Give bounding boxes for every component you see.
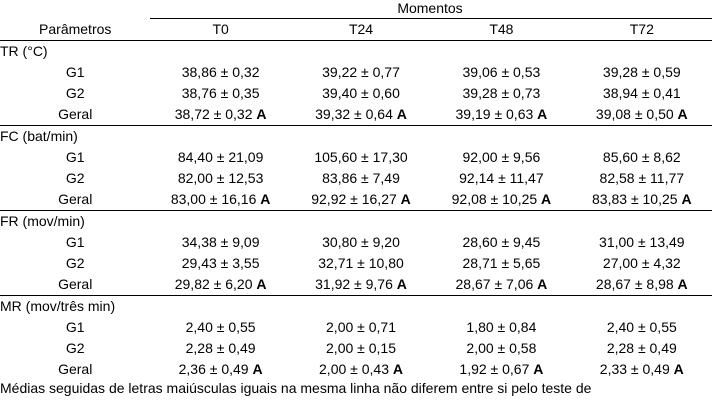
- section-title-row: [0, 41, 712, 63]
- empty-cell: [150, 211, 290, 233]
- value-cell: [572, 83, 712, 104]
- value-cell: [291, 62, 431, 83]
- value-cell: [150, 253, 290, 274]
- mean-sd-value: 2,28 ± 0,49: [606, 340, 677, 356]
- value-cell: [431, 104, 571, 126]
- value-cell: [291, 232, 431, 253]
- mean-sd-value: 83,83 ± 10,25: [592, 191, 678, 207]
- empty-cell: [572, 296, 712, 318]
- table-footnote: Médias seguidas de letras maiúsculas iguais na mesma linha não diferem entre si pelo teste de: [0, 380, 592, 396]
- significance-letter: A: [677, 276, 688, 292]
- significance-letter: A: [673, 361, 684, 377]
- mean-sd-value: 28,67 ± 7,06: [455, 276, 534, 292]
- value-cell: [572, 62, 712, 83]
- significance-letter: A: [400, 191, 411, 207]
- table-row: [0, 168, 712, 189]
- mean-sd-value: 34,38 ± 9,09: [181, 234, 260, 250]
- value-cell: [291, 168, 431, 189]
- column-header-t24: T24: [291, 19, 431, 41]
- mean-sd-value: 30,80 ± 9,20: [322, 234, 400, 250]
- mean-sd-value: 31,00 ± 13,49: [599, 234, 685, 250]
- mean-sd-value: 38,94 ± 0,41: [602, 85, 681, 101]
- mean-sd-value: 38,76 ± 0,35: [181, 85, 260, 101]
- value-cell: [572, 189, 712, 211]
- row-label: G1: [65, 234, 85, 250]
- empty-cell: [291, 126, 431, 148]
- mean-sd-value: 2,28 ± 0,49: [185, 340, 256, 356]
- value-cell: [572, 317, 712, 338]
- significance-letter: A: [256, 276, 267, 292]
- significance-letter: A: [681, 191, 692, 207]
- mean-sd-value: 2,36 ± 0,49: [178, 361, 249, 377]
- value-cell: [150, 232, 290, 253]
- table-row: [0, 359, 712, 380]
- value-cell: [291, 147, 431, 168]
- section-title-row: [0, 126, 712, 148]
- table-row: [0, 189, 712, 211]
- mean-sd-value: 2,00 ± 0,15: [326, 340, 396, 356]
- mean-sd-value: 39,28 ± 0,73: [462, 85, 541, 101]
- value-cell: [291, 189, 431, 211]
- significance-letter: A: [533, 361, 544, 377]
- mean-sd-value: 2,40 ± 0,55: [606, 319, 677, 335]
- value-cell: [291, 104, 431, 126]
- value-cell: [572, 168, 712, 189]
- mean-sd-value: 28,67 ± 8,98: [595, 276, 674, 292]
- value-cell: [572, 104, 712, 126]
- value-cell: [431, 338, 571, 359]
- significance-letter: A: [392, 361, 403, 377]
- parameters-table: [0, 19, 712, 380]
- row-label: G1: [65, 319, 85, 335]
- mean-sd-value: 39,06 ± 0,53: [462, 64, 541, 80]
- mean-sd-value: 29,82 ± 6,20: [174, 276, 253, 292]
- table-row: [0, 147, 712, 168]
- table-row: [0, 62, 712, 83]
- mean-sd-value: 39,40 ± 0,60: [322, 85, 400, 101]
- mean-sd-value: 38,72 ± 0,32: [174, 106, 253, 122]
- empty-cell: [150, 126, 290, 148]
- value-cell: [572, 338, 712, 359]
- table-row: [0, 338, 712, 359]
- column-header-t72: T72: [572, 19, 712, 41]
- mean-sd-value: 28,60 ± 9,45: [462, 234, 541, 250]
- empty-cell: [150, 41, 290, 63]
- value-cell: [431, 232, 571, 253]
- mean-sd-value: 1,92 ± 0,67: [459, 361, 530, 377]
- mean-sd-value: 39,28 ± 0,59: [602, 64, 681, 80]
- significance-letter: A: [252, 361, 263, 377]
- mean-sd-value: 31,92 ± 9,76: [315, 276, 393, 292]
- value-cell: [150, 62, 290, 83]
- row-label: Geral: [58, 276, 93, 292]
- table-row: [0, 83, 712, 104]
- significance-letter: A: [256, 106, 267, 122]
- value-cell: [572, 274, 712, 296]
- value-cell: [291, 317, 431, 338]
- mean-sd-value: 1,80 ± 0,84: [466, 319, 537, 335]
- significance-letter: A: [396, 106, 407, 122]
- value-cell: [431, 253, 571, 274]
- value-cell: [431, 147, 571, 168]
- mean-sd-value: 39,08 ± 0,50: [595, 106, 674, 122]
- mean-sd-value: 2,40 ± 0,55: [185, 319, 256, 335]
- empty-cell: [150, 296, 290, 318]
- value-cell: [572, 147, 712, 168]
- mean-sd-value: 105,60 ± 17,30: [314, 149, 408, 165]
- momentos-heading: Momentos: [397, 0, 463, 16]
- value-cell: [431, 83, 571, 104]
- value-cell: [150, 147, 290, 168]
- empty-cell: [431, 296, 571, 318]
- mean-sd-value: 2,33 ± 0,49: [599, 361, 670, 377]
- column-header-t0: T0: [150, 19, 290, 41]
- section-title: MR (mov/três min): [0, 296, 150, 318]
- section-title: FC (bat/min): [0, 126, 150, 148]
- table-row: [0, 274, 712, 296]
- mean-sd-value: 2,00 ± 0,71: [326, 319, 396, 335]
- table-row: [0, 253, 712, 274]
- table-header-group: [0, 0, 712, 17]
- empty-cell: [291, 41, 431, 63]
- mean-sd-value: 2,00 ± 0,58: [466, 340, 537, 356]
- mean-sd-value: 92,00 ± 9,56: [462, 149, 541, 165]
- section-title-row: [0, 211, 712, 233]
- value-cell: [150, 274, 290, 296]
- mean-sd-value: 82,58 ± 11,77: [599, 170, 685, 186]
- significance-letter: A: [260, 191, 271, 207]
- significance-letter: A: [541, 191, 552, 207]
- row-label: Geral: [58, 106, 93, 122]
- mean-sd-value: 27,00 ± 4,32: [602, 255, 681, 271]
- mean-sd-value: 83,86 ± 7,49: [322, 170, 400, 186]
- empty-cell: [291, 296, 431, 318]
- mean-sd-value: 84,40 ± 21,09: [177, 149, 264, 165]
- value-cell: [291, 83, 431, 104]
- value-cell: [431, 189, 571, 211]
- table-body: [0, 41, 712, 381]
- value-cell: [431, 62, 571, 83]
- empty-cell: [431, 41, 571, 63]
- value-cell: [150, 359, 290, 380]
- mean-sd-value: 2,00 ± 0,43: [319, 361, 389, 377]
- row-label: G2: [65, 255, 85, 271]
- mean-sd-value: 39,32 ± 0,64: [315, 106, 393, 122]
- significance-letter: A: [396, 276, 407, 292]
- value-cell: [291, 338, 431, 359]
- table-row: [0, 104, 712, 126]
- value-cell: [291, 359, 431, 380]
- value-cell: [431, 317, 571, 338]
- value-cell: [291, 274, 431, 296]
- value-cell: [150, 189, 290, 211]
- column-header-row: [0, 19, 712, 41]
- mean-sd-value: 92,14 ± 11,47: [459, 170, 544, 186]
- mean-sd-value: 85,60 ± 8,62: [602, 149, 681, 165]
- mean-sd-value: 29,43 ± 3,55: [181, 255, 260, 271]
- mean-sd-value: 28,71 ± 5,65: [462, 255, 541, 271]
- value-cell: [150, 168, 290, 189]
- empty-cell: [572, 211, 712, 233]
- empty-cell: [431, 211, 571, 233]
- value-cell: [572, 253, 712, 274]
- value-cell: [150, 317, 290, 338]
- section-title-row: [0, 296, 712, 318]
- value-cell: [572, 359, 712, 380]
- empty-cell: [291, 211, 431, 233]
- value-cell: [150, 104, 290, 126]
- significance-letter: A: [537, 276, 548, 292]
- value-cell: [431, 274, 571, 296]
- row-label: G1: [65, 149, 85, 165]
- table-row: [0, 317, 712, 338]
- value-cell: [150, 83, 290, 104]
- significance-letter: A: [677, 106, 688, 122]
- value-cell: [291, 253, 431, 274]
- column-header-t48: T48: [431, 19, 571, 41]
- mean-sd-value: 39,19 ± 0,63: [455, 106, 534, 122]
- mean-sd-value: 82,00 ± 12,53: [177, 170, 264, 186]
- row-label: G2: [65, 85, 85, 101]
- row-label: G2: [65, 340, 85, 356]
- empty-cell: [572, 126, 712, 148]
- mean-sd-value: 92,92 ± 16,27: [311, 191, 397, 207]
- mean-sd-value: 92,08 ± 10,25: [451, 191, 538, 207]
- empty-cell: [431, 126, 571, 148]
- table-row: [0, 232, 712, 253]
- value-cell: [150, 338, 290, 359]
- row-label: G2: [65, 170, 85, 186]
- significance-letter: A: [537, 106, 548, 122]
- section-title: FR (mov/min): [0, 211, 150, 233]
- column-header-parametros: Parâmetros: [0, 19, 150, 41]
- section-title: TR (°C): [0, 43, 48, 59]
- value-cell: [572, 232, 712, 253]
- value-cell: [431, 359, 571, 380]
- mean-sd-value: 83,00 ± 16,16: [170, 191, 257, 207]
- row-label: Geral: [58, 191, 93, 207]
- mean-sd-value: 38,86 ± 0,32: [181, 64, 260, 80]
- row-label: G1: [65, 64, 85, 80]
- mean-sd-value: 32,71 ± 10,80: [318, 255, 404, 271]
- value-cell: [431, 168, 571, 189]
- mean-sd-value: 39,22 ± 0,77: [322, 64, 400, 80]
- row-label: Geral: [58, 361, 93, 377]
- empty-cell: [572, 41, 712, 63]
